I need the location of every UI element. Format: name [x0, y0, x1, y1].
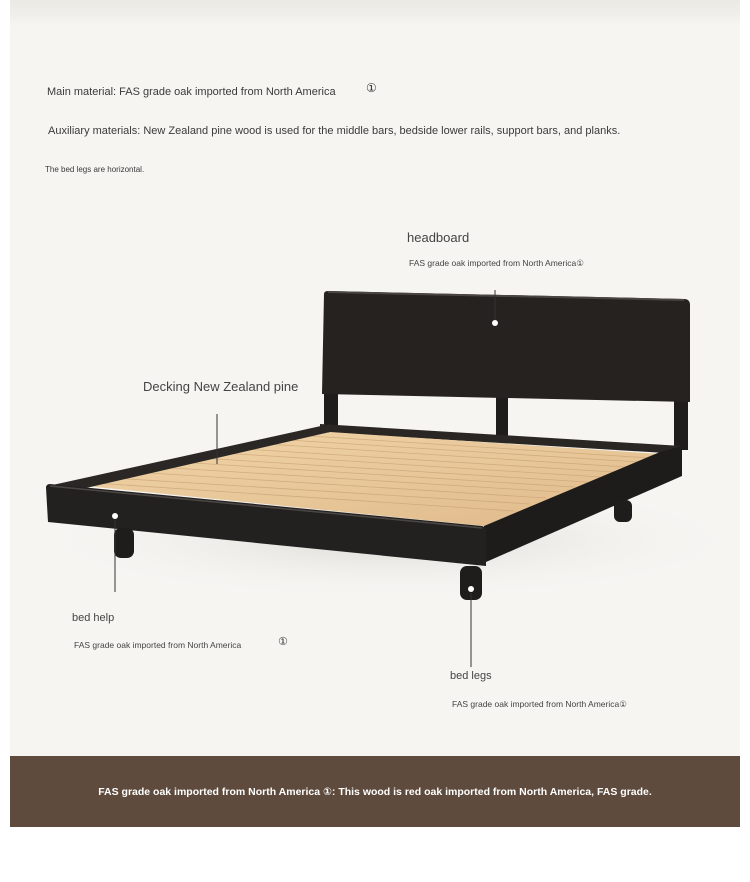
- leg-front-left: [114, 528, 134, 558]
- bed-legs-callout-title: bed legs: [450, 670, 492, 682]
- footer-text: FAS grade oak imported from North America ①: This wood is red oak imported from North America, FAS grade.: [98, 785, 652, 798]
- leg-back-right: [614, 500, 632, 522]
- footer-banner: [10, 756, 740, 827]
- bed-help-callout-subtitle: FAS grade oak imported from North America: [74, 640, 242, 650]
- main-material-footnote-mark: ①: [366, 81, 377, 95]
- auxiliary-materials-text: Auxiliary materials: New Zealand pine wood is used for the middle bars, bedside lower rails, support bars, and planks.: [48, 125, 621, 137]
- headboard-post-middle: [496, 392, 508, 438]
- headboard-panel: [322, 291, 690, 402]
- headboard-callout-title: headboard: [407, 230, 470, 245]
- product-detail-panel: [10, 0, 740, 756]
- headboard-post-right: [674, 398, 688, 450]
- bed-help-callout-title: bed help: [72, 612, 115, 624]
- bed-help-footnote-mark: ①: [278, 636, 288, 648]
- headboard-callout-subtitle: FAS grade oak imported from North America①: [409, 258, 584, 268]
- bed-legs-note: The bed legs are horizontal.: [45, 165, 145, 174]
- decking-callout-title: Decking New Zealand pine: [143, 379, 299, 394]
- main-material-text: Main material: FAS grade oak imported from North America: [47, 86, 336, 98]
- bed-legs-marker-dot: [468, 586, 474, 592]
- bed-help-marker-dot: [112, 513, 118, 519]
- bed-legs-callout-subtitle: FAS grade oak imported from North America①: [452, 699, 627, 709]
- headboard-marker-dot: [492, 320, 498, 326]
